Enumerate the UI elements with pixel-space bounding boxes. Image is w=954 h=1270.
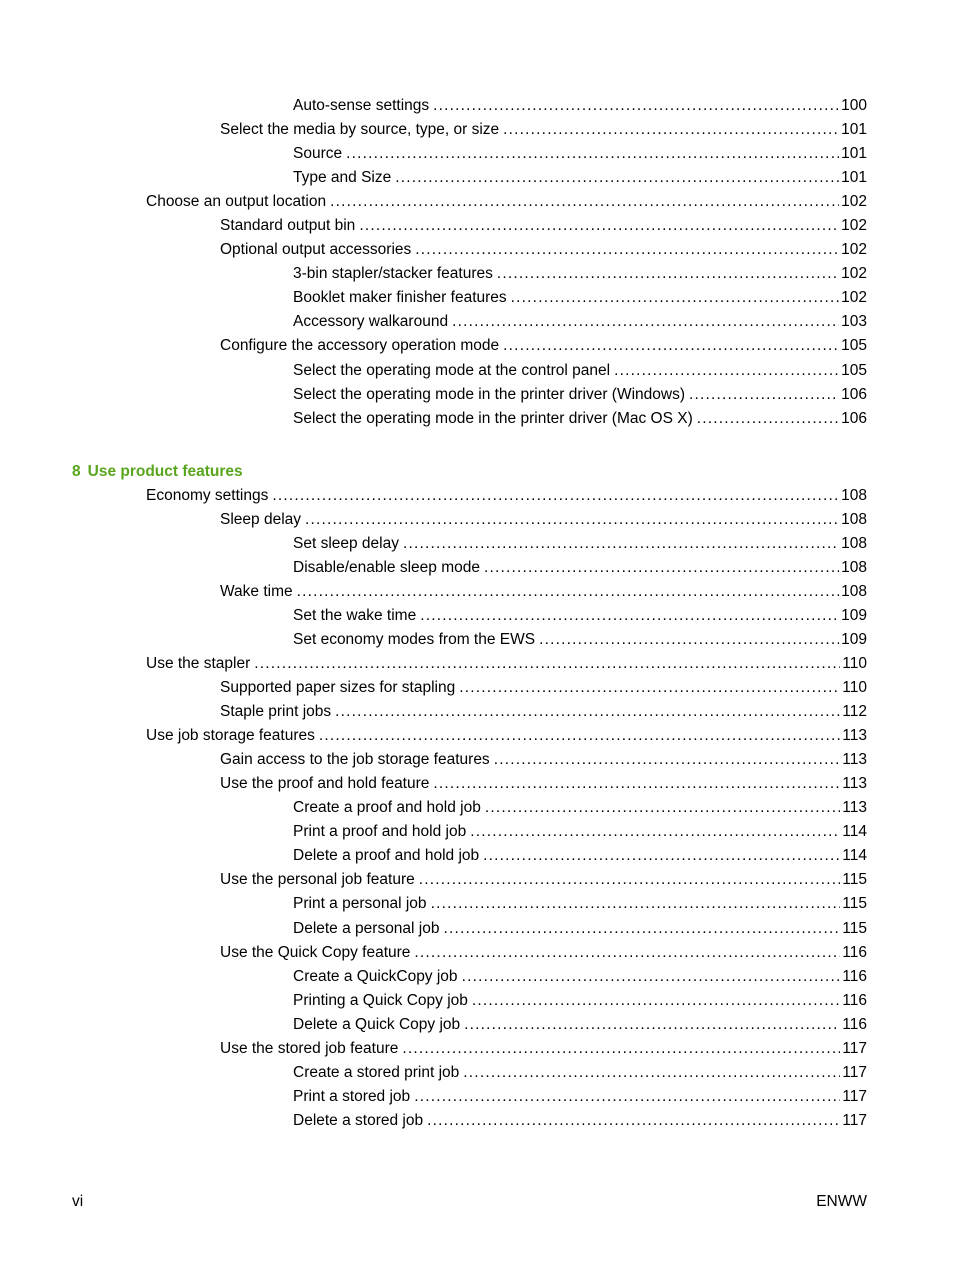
toc-dot-leader xyxy=(452,310,839,334)
toc-entry-page-number: 101 xyxy=(841,169,867,187)
toc-section-chapter-8 xyxy=(0,484,954,1133)
toc-entry-label: Economy settings xyxy=(146,486,269,504)
toc-dot-leader xyxy=(484,556,839,580)
toc-entry-page-number: 108 xyxy=(841,486,867,504)
toc-entry[interactable] xyxy=(146,652,954,676)
toc-entry-label: Delete a proof and hold job xyxy=(293,847,480,865)
toc-entry-label: Use the personal job feature xyxy=(220,871,415,889)
toc-entry-label: Select the media by source, type, or size xyxy=(220,121,500,139)
toc-entry[interactable] xyxy=(293,604,954,628)
toc-entry-page-number: 102 xyxy=(841,265,867,283)
toc-entry-page-number: 115 xyxy=(842,871,867,889)
footer-doc-code: ENWW xyxy=(816,1193,867,1210)
toc-dot-leader xyxy=(395,166,839,190)
toc-dot-leader xyxy=(472,989,840,1013)
toc-entry-label: Disable/enable sleep mode xyxy=(293,558,480,576)
toc-entry-page-number: 116 xyxy=(842,1015,867,1033)
toc-entry-label: Print a stored job xyxy=(293,1087,411,1105)
toc-entry[interactable] xyxy=(293,166,954,190)
toc-entry-page-number: 103 xyxy=(841,313,867,331)
toc-entry[interactable] xyxy=(293,532,954,556)
toc-entry-page-number: 114 xyxy=(842,847,867,865)
toc-entry[interactable] xyxy=(293,965,954,989)
toc-entry-page-number: 116 xyxy=(842,991,867,1009)
toc-entry-label: Create a stored print job xyxy=(293,1063,460,1081)
table-of-contents xyxy=(0,94,954,1133)
toc-entry-page-number: 101 xyxy=(841,145,867,163)
toc-entry[interactable] xyxy=(220,772,954,796)
toc-entry-label: Configure the accessory operation mode xyxy=(220,337,500,355)
toc-entry[interactable] xyxy=(293,383,954,407)
toc-entry-label: Accessory walkaround xyxy=(293,313,449,331)
toc-dot-leader xyxy=(483,844,840,868)
toc-entry-page-number: 100 xyxy=(841,97,867,114)
toc-entry-page-number: 116 xyxy=(842,943,867,961)
toc-dot-leader xyxy=(431,892,841,916)
toc-entry-page-number: 106 xyxy=(841,385,867,403)
toc-entry[interactable] xyxy=(293,262,954,286)
toc-entry[interactable] xyxy=(220,118,954,142)
toc-dot-leader xyxy=(503,334,839,358)
toc-dot-leader xyxy=(254,652,840,676)
toc-entry-label: Type and Size xyxy=(293,169,392,187)
toc-dot-leader xyxy=(444,917,841,941)
toc-entry-page-number: 113 xyxy=(842,799,867,817)
toc-dot-leader xyxy=(305,508,839,532)
toc-entry[interactable] xyxy=(293,359,954,383)
toc-entry[interactable] xyxy=(220,676,954,700)
toc-entry-label: Source xyxy=(293,145,343,163)
toc-entry-label: Booklet maker finisher features xyxy=(293,289,507,307)
toc-entry-label: Use job storage features xyxy=(146,727,315,745)
toc-dot-leader xyxy=(335,700,840,724)
toc-entry-page-number: 113 xyxy=(842,727,867,745)
toc-dot-leader xyxy=(420,604,839,628)
toc-entry[interactable] xyxy=(220,238,954,262)
toc-entry[interactable] xyxy=(146,484,954,508)
toc-entry[interactable] xyxy=(293,1085,954,1109)
toc-entry[interactable] xyxy=(293,844,954,868)
toc-entry[interactable] xyxy=(220,941,954,965)
toc-dot-leader xyxy=(464,1013,840,1037)
toc-dot-leader xyxy=(414,1085,840,1109)
toc-entry-label: Printing a Quick Copy job xyxy=(293,991,468,1009)
toc-entry-page-number: 110 xyxy=(842,654,867,672)
toc-entry-label: Supported paper sizes for stapling xyxy=(220,679,456,697)
toc-entry[interactable] xyxy=(293,310,954,334)
toc-entry[interactable] xyxy=(220,214,954,238)
toc-dot-leader xyxy=(359,214,839,238)
toc-entry-page-number: 105 xyxy=(841,361,867,379)
toc-entry-page-number: 113 xyxy=(842,751,867,769)
toc-entry-label: Set the wake time xyxy=(293,606,417,624)
toc-entry-page-number: 117 xyxy=(842,1039,867,1057)
toc-entry[interactable] xyxy=(293,892,954,916)
toc-entry-page-number: 117 xyxy=(842,1063,867,1081)
toc-entry-page-number: 109 xyxy=(841,630,867,648)
toc-dot-leader xyxy=(330,190,839,214)
toc-entry-label: Delete a Quick Copy job xyxy=(293,1015,461,1033)
toc-dot-leader xyxy=(462,965,841,989)
toc-entry[interactable] xyxy=(293,407,954,431)
toc-entry[interactable] xyxy=(146,190,954,214)
toc-entry[interactable] xyxy=(220,868,954,892)
toc-entry-page-number: 108 xyxy=(841,582,867,600)
toc-entry[interactable] xyxy=(293,1109,954,1133)
toc-entry-page-number: 108 xyxy=(841,558,867,576)
toc-entry-label: Sleep delay xyxy=(220,510,302,528)
toc-dot-leader xyxy=(470,820,840,844)
toc-dot-leader xyxy=(319,724,840,748)
toc-dot-leader xyxy=(415,238,839,262)
toc-dot-leader xyxy=(427,1109,840,1133)
toc-dot-leader xyxy=(402,1037,840,1061)
toc-entry[interactable] xyxy=(220,700,954,724)
chapter-heading[interactable] xyxy=(72,460,954,484)
toc-entry-page-number: 109 xyxy=(841,606,867,624)
toc-entry-page-number: 101 xyxy=(841,121,867,139)
toc-entry-page-number: 115 xyxy=(842,895,867,913)
toc-section-continued xyxy=(0,94,954,431)
chapter-number: 8 xyxy=(72,462,81,480)
toc-entry[interactable] xyxy=(293,820,954,844)
toc-entry-page-number: 108 xyxy=(841,534,867,552)
toc-entry-label: Select the operating mode at the control panel xyxy=(293,361,611,379)
page-footer xyxy=(72,1193,867,1211)
toc-dot-leader xyxy=(697,407,839,431)
toc-entry-label: Create a QuickCopy job xyxy=(293,967,458,985)
toc-entry[interactable] xyxy=(293,142,954,166)
toc-entry[interactable] xyxy=(220,580,954,604)
toc-entry[interactable] xyxy=(293,1061,954,1085)
toc-entry-label: Gain access to the job storage features xyxy=(220,751,490,769)
toc-dot-leader xyxy=(433,772,840,796)
toc-entry-label: Set economy modes from the EWS xyxy=(293,630,536,648)
toc-entry-page-number: 105 xyxy=(841,337,867,355)
toc-entry-label: Print a proof and hold job xyxy=(293,823,467,841)
chapter-title: Use product features xyxy=(87,462,243,480)
toc-dot-leader xyxy=(614,359,839,383)
toc-entry[interactable] xyxy=(293,556,954,580)
toc-entry-label: Print a personal job xyxy=(293,895,427,913)
toc-entry[interactable] xyxy=(293,286,954,310)
toc-entry-page-number: 102 xyxy=(841,217,867,235)
toc-entry-label: Optional output accessories xyxy=(220,241,412,259)
toc-entry-page-number: 108 xyxy=(841,510,867,528)
toc-entry[interactable] xyxy=(293,989,954,1013)
toc-dot-leader xyxy=(346,142,839,166)
toc-entry-label: Staple print jobs xyxy=(220,703,332,721)
toc-entry-label: Use the Quick Copy feature xyxy=(220,943,411,961)
toc-dot-leader xyxy=(419,868,841,892)
toc-entry-label: Delete a stored job xyxy=(293,1111,424,1129)
toc-entry[interactable] xyxy=(293,628,954,652)
toc-entry-label: Set sleep delay xyxy=(293,534,399,552)
toc-entry-page-number: 116 xyxy=(842,967,867,985)
toc-dot-leader xyxy=(433,94,839,118)
toc-dot-leader xyxy=(503,118,839,142)
toc-entry[interactable] xyxy=(146,724,954,748)
toc-dot-leader xyxy=(297,580,839,604)
toc-entry-page-number: 115 xyxy=(842,919,867,937)
toc-entry[interactable] xyxy=(293,94,954,118)
toc-entry-label: Use the stapler xyxy=(146,654,251,672)
toc-dot-leader xyxy=(459,676,840,700)
toc-dot-leader xyxy=(497,262,839,286)
toc-entry-label: Select the operating mode in the printer driver (Windows) xyxy=(293,385,685,403)
toc-entry-label: Choose an output location xyxy=(146,193,327,211)
toc-entry[interactable] xyxy=(220,334,954,358)
toc-dot-leader xyxy=(511,286,839,310)
toc-dot-leader xyxy=(272,484,839,508)
toc-entry-page-number: 102 xyxy=(841,289,867,307)
toc-entry-page-number: 106 xyxy=(841,409,867,427)
toc-dot-leader xyxy=(463,1061,840,1085)
toc-entry-label: Create a proof and hold job xyxy=(293,799,481,817)
toc-dot-leader xyxy=(539,628,839,652)
toc-entry-label: Auto-sense settings xyxy=(293,97,430,114)
toc-entry[interactable] xyxy=(293,917,954,941)
toc-entry-page-number: 117 xyxy=(842,1111,867,1129)
toc-entry-label: Use the proof and hold feature xyxy=(220,775,430,793)
toc-entry-page-number: 112 xyxy=(842,703,867,721)
toc-entry[interactable] xyxy=(220,748,954,772)
toc-entry-label: Wake time xyxy=(220,582,293,600)
toc-entry[interactable] xyxy=(220,508,954,532)
toc-entry-label: Use the stored job feature xyxy=(220,1039,399,1057)
toc-entry-page-number: 110 xyxy=(842,679,867,697)
toc-entry-label: 3-bin stapler/stacker features xyxy=(293,265,493,283)
toc-entry-label: Select the operating mode in the printer driver (Mac OS X) xyxy=(293,409,693,427)
footer-page-number: vi xyxy=(72,1193,84,1210)
toc-dot-leader xyxy=(689,383,839,407)
toc-entry[interactable] xyxy=(293,1013,954,1037)
toc-entry-page-number: 117 xyxy=(842,1087,867,1105)
toc-dot-leader xyxy=(414,941,840,965)
toc-dot-leader xyxy=(494,748,841,772)
toc-entry[interactable] xyxy=(293,796,954,820)
toc-dot-leader xyxy=(485,796,840,820)
toc-entry[interactable] xyxy=(220,1037,954,1061)
toc-entry-page-number: 113 xyxy=(842,775,867,793)
toc-entry-page-number: 102 xyxy=(841,193,867,211)
toc-entry-label: Delete a personal job xyxy=(293,919,440,937)
toc-entry-label: Standard output bin xyxy=(220,217,356,235)
toc-entry-page-number: 102 xyxy=(841,241,867,259)
toc-entry-page-number: 114 xyxy=(842,823,867,841)
toc-dot-leader xyxy=(403,532,839,556)
